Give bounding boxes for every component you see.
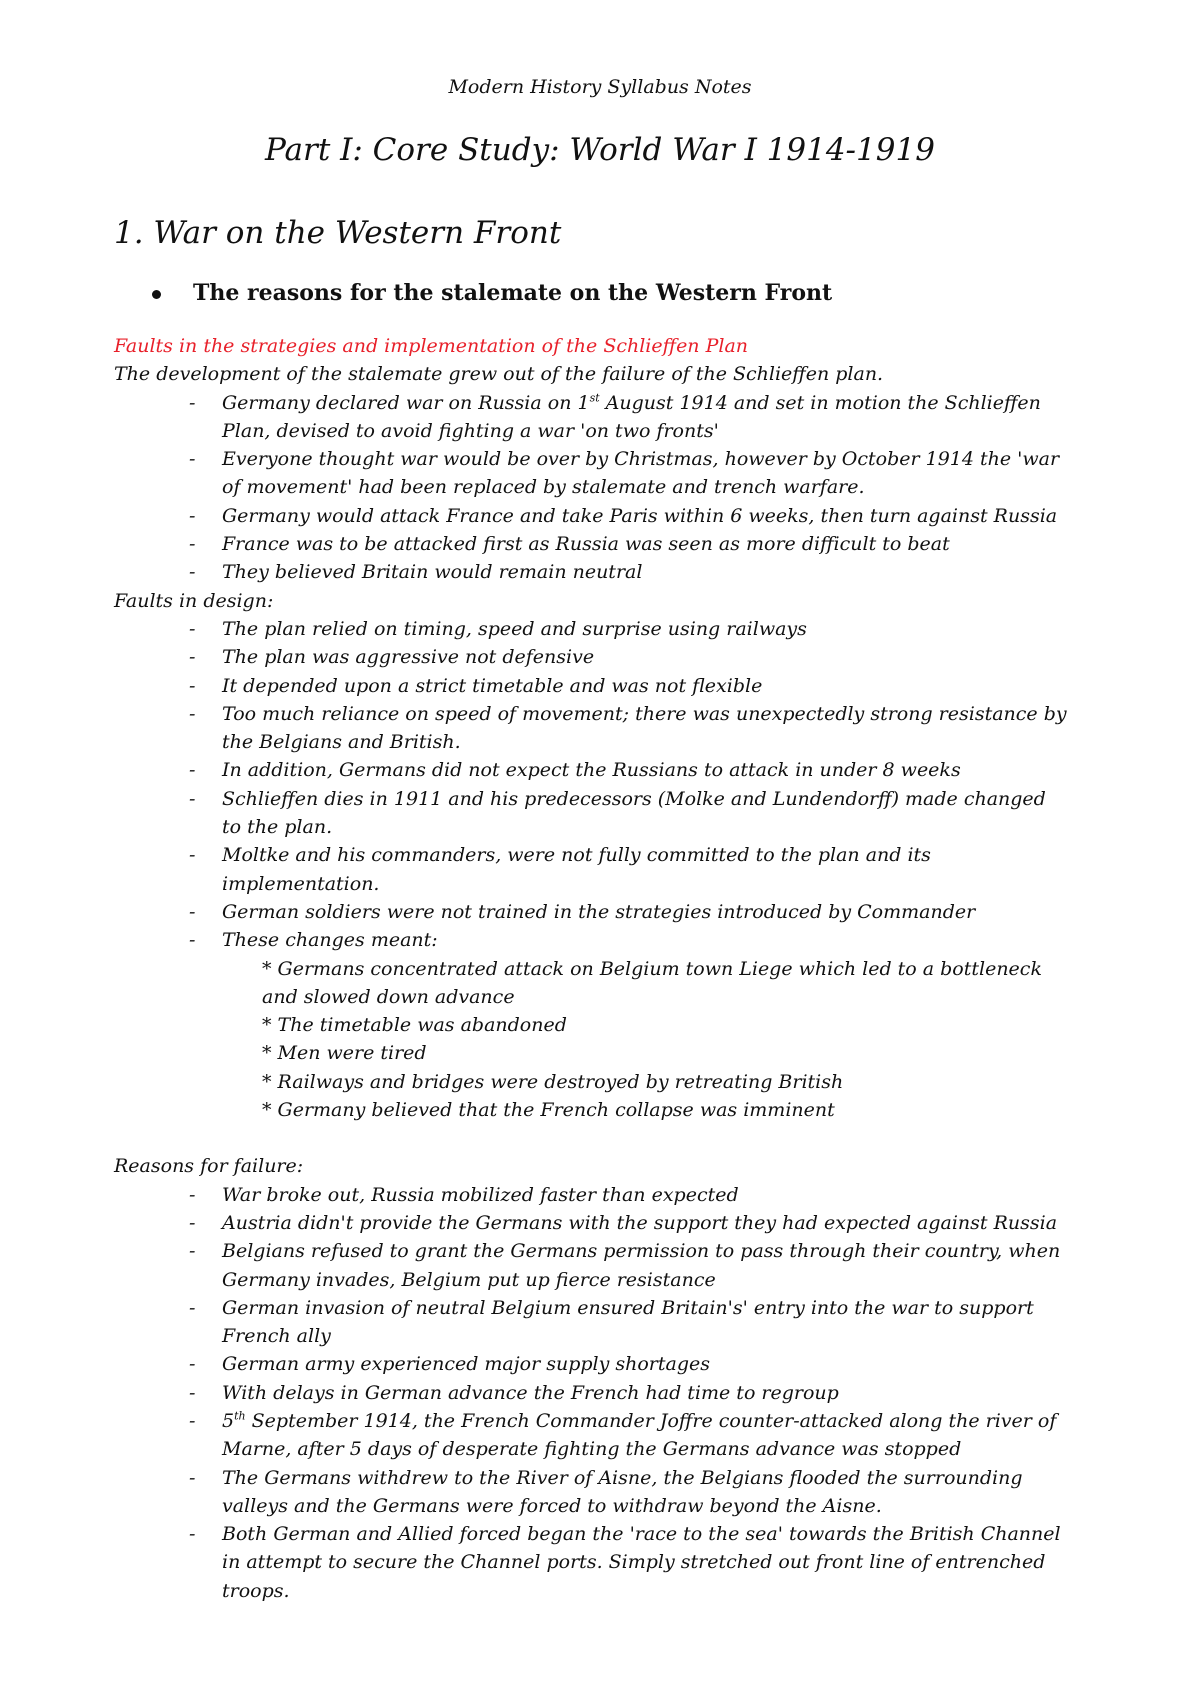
list-item <box>114 1520 1104 1605</box>
dash-marker: - <box>189 844 196 867</box>
list-item <box>114 841 1104 898</box>
dash-marker: - <box>189 787 196 810</box>
superscript: th <box>234 1409 246 1423</box>
item-continuation: the Belgians and British. <box>222 731 461 754</box>
list-item <box>114 672 1104 700</box>
list-item <box>114 445 1104 502</box>
dash-marker: - <box>189 391 196 414</box>
dash-marker: - <box>189 1183 196 1206</box>
item-text: Germany declared war on Russia on 1 <box>222 391 590 414</box>
item-text: France was to be attacked first as Russia was seen as more difficult to beat <box>222 533 950 556</box>
dash-marker: - <box>189 900 196 923</box>
dash-marker: - <box>189 1353 196 1376</box>
sub-list-item: * Germany believed that the French collapse was imminent <box>262 1099 835 1122</box>
item-text: 5 <box>222 1409 235 1432</box>
item-continuation: in attempt to secure the Channel ports. Simply stretched out front line of entrenched <box>222 1551 1046 1574</box>
section-heading: 1. War on the Western Front <box>114 215 562 251</box>
bullet-topic-text: The reasons for the stalemate on the Western Front <box>193 280 833 306</box>
dash-marker: - <box>189 1523 196 1546</box>
item-text: The plan relied on timing, speed and surprise using railways <box>222 617 807 640</box>
dash-marker: - <box>189 1211 196 1234</box>
list-item <box>114 1350 1104 1378</box>
item-text: Moltke and his commanders, were not fully committed to the plan and its <box>222 844 931 867</box>
list-item <box>114 502 1104 530</box>
sub-list-item: * The timetable was abandoned <box>262 1014 567 1037</box>
dash-marker: - <box>189 504 196 527</box>
item-continuation: valleys and the Germans were forced to withdraw beyond the Aisne. <box>222 1494 882 1517</box>
sub-list-item: * Germans concentrated attack on Belgium town Liege which led to a bottleneck <box>262 957 1042 980</box>
list-item <box>114 926 1104 954</box>
intro-paragraph: The development of the stalemate grew out of the failure of the Schlieffen plan. <box>114 363 884 386</box>
list-item <box>114 1294 1104 1351</box>
list-item <box>114 756 1104 784</box>
sub-list-item: and slowed down advance <box>262 985 515 1008</box>
list-item <box>114 530 1104 558</box>
dash-marker: - <box>189 533 196 556</box>
item-continuation: Plan, devised to avoid fighting a war 'on two fronts' <box>222 419 719 442</box>
item-text: September 1914, the French Commander Joffre counter-attacked along the river of <box>245 1409 1057 1432</box>
item-continuation: troops. <box>222 1579 290 1602</box>
item-continuation: implementation. <box>222 872 380 895</box>
dash-marker: - <box>189 674 196 697</box>
item-text: Both German and Allied forced began the 'race to the sea' towards the British Channel <box>222 1523 1061 1546</box>
dash-marker: - <box>189 1466 196 1489</box>
item-text: German soldiers were not trained in the strategies introduced by Commander <box>222 900 976 923</box>
dash-marker: - <box>189 646 196 669</box>
item-continuation: Germany invades, Belgium put up fierce resistance <box>222 1268 716 1291</box>
list-item <box>114 615 1104 643</box>
item-text: August 1914 and set in motion the Schlieffen <box>599 391 1041 414</box>
item-text: In addition, Germans did not expect the Russians to attack in under 8 weeks <box>222 759 961 782</box>
dash-marker: - <box>189 1381 196 1404</box>
dash-marker: - <box>189 702 196 725</box>
subheading-faults-strategies: Faults in the strategies and implementation of the Schlieffen Plan <box>114 335 749 357</box>
item-continuation: Marne, after 5 days of desperate fighting the Germans advance was stopped <box>222 1438 962 1461</box>
notes-body <box>114 332 1104 1605</box>
superscript: st <box>589 391 600 405</box>
item-text: Schlieffen dies in 1911 and his predecessors (Molke and Lundendorff) made changed <box>222 787 1046 810</box>
item-continuation: of movement' had been replaced by stalemate and trench warfare. <box>222 476 865 499</box>
list-item <box>114 785 1104 842</box>
list-item <box>114 1209 1104 1237</box>
item-text: Too much reliance on speed of movement; there was unexpectedly strong resistance by <box>222 702 1067 725</box>
item-text: The plan was aggressive not defensive <box>222 646 595 669</box>
blank-line <box>114 1124 1104 1152</box>
list-item <box>114 1464 1104 1521</box>
running-header: Modern History Syllabus Notes <box>448 76 752 98</box>
dash-marker: - <box>189 1240 196 1263</box>
item-text: Everyone thought war would be over by Christmas, however by October 1914 the 'war <box>222 448 1060 471</box>
subheading-faults-design: Faults in design: <box>114 589 274 612</box>
dash-marker: - <box>189 561 196 584</box>
list-item <box>114 558 1104 586</box>
list-item <box>114 700 1104 757</box>
list-item <box>114 1181 1104 1209</box>
item-continuation: French ally <box>222 1325 331 1348</box>
item-continuation: to the plan. <box>222 816 333 839</box>
dash-marker: - <box>189 929 196 952</box>
item-text: The Germans withdrew to the River of Aisne, the Belgians flooded the surrounding <box>222 1466 1023 1489</box>
dash-marker: - <box>189 448 196 471</box>
list-item <box>114 1379 1104 1407</box>
item-text: They believed Britain would remain neutral <box>222 561 643 584</box>
list-item <box>114 389 1104 446</box>
item-text: With delays in German advance the French had time to regroup <box>222 1381 839 1404</box>
item-text: It depended upon a strict timetable and was not flexible <box>222 674 763 697</box>
list-item <box>114 1407 1104 1464</box>
sub-list-item: * Railways and bridges were destroyed by retreating British <box>262 1070 844 1093</box>
item-text: Germany would attack France and take Paris within 6 weeks, then turn against Russia <box>222 504 1058 527</box>
sub-list-item: * Men were tired <box>262 1042 427 1065</box>
dash-marker: - <box>189 759 196 782</box>
bullet-dot-icon <box>152 290 161 299</box>
list-item <box>114 898 1104 926</box>
item-text: Belgians refused to grant the Germans permission to pass through their country, when <box>222 1240 1061 1263</box>
list-item <box>114 1237 1104 1294</box>
item-text: Austria didn't provide the Germans with the support they had expected against Russia <box>222 1211 1058 1234</box>
item-text: These changes meant: <box>222 929 438 952</box>
list-item <box>114 643 1104 671</box>
document-title: Part I: Core Study: World War I 1914-1919 <box>265 132 935 168</box>
item-text: German invasion of neutral Belgium ensured Britain's' entry into the war to support <box>222 1296 1034 1319</box>
dash-marker: - <box>189 1296 196 1319</box>
dash-marker: - <box>189 617 196 640</box>
dash-marker: - <box>189 1409 196 1432</box>
subheading-reasons-failure: Reasons for failure: <box>114 1155 304 1178</box>
item-text: German army experienced major supply shortages <box>222 1353 711 1376</box>
item-text: War broke out, Russia mobilized faster than expected <box>222 1183 739 1206</box>
